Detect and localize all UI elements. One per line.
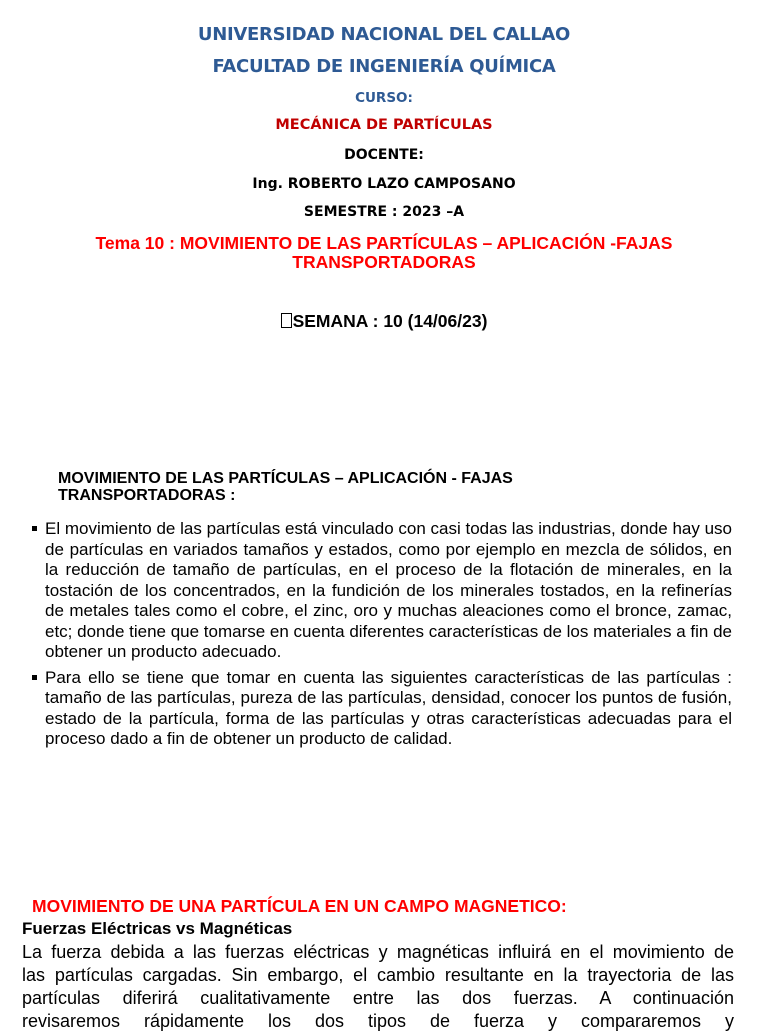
topic-title — [40, 234, 728, 272]
semester-label: SEMESTRE : 2023 –A — [303, 204, 465, 220]
bullet-list — [28, 519, 732, 755]
section-heading-line1: MOVIMIENTO DE LAS PARTÍCULAS – APLICACIÓN - FAJAS — [58, 470, 513, 487]
bullet-square-icon — [32, 675, 37, 680]
topic-title-line1: Tema 10 : MOVIMIENTO DE LAS PARTÍCULAS – APLICACIÓN -FAJAS — [95, 233, 673, 253]
bullet-text: El movimiento de las partículas está vinculado con casi todas las industrias, donde hay uso de partículas en variados tamaños y estados, como por ejemplo en mezcla de sólidos, en la reducción de tamaño de partículas, en el proceso de la flotación de minerales, en la tostación de los concentrados, en la fundición de los minerales tostados, en la refinerías de metales tales como el cobre, el zinc, oro y muchas aleaciones como el bronce, zamac, etc; donde tiene que tomarse en cuenta diferentes características de los materiales a fin de obtener un producto adecuado. — [45, 519, 733, 661]
paragraph-line: La fuerza debida a las fuerzas eléctricas y magnéticas influirá en el movimiento de — [22, 942, 734, 962]
faculty-title: FACULTAD DE INGENIERÍA QUÍMICA — [212, 56, 556, 77]
teacher-label: DOCENTE: — [344, 147, 424, 163]
course-label: CURSO: — [355, 90, 413, 106]
topic-title-line2: TRANSPORTADORAS — [292, 252, 476, 272]
week-text: SEMANA : 10 (14/06/23) — [292, 311, 488, 331]
list-item — [28, 519, 732, 663]
bullet-text: Para ello se tiene que tomar en cuenta las siguientes características de las partículas : tamaño de las partículas, pureza de las partículas, densidad, conocer los puntos de fusión, estado de la partícula, forma de las partículas y otras características adecuadas para el proceso dado a fin de obtener un producto de calidad. — [45, 667, 732, 748]
magnetic-field-heading: MOVIMIENTO DE UNA PARTÍCULA EN UN CAMPO MAGNETICO: — [32, 896, 567, 916]
section-heading-line2: TRANSPORTADORAS : — [58, 487, 236, 504]
paragraph-line: revisaremos rápidamente los dos tipos de fuerza y compararemos y — [22, 1011, 734, 1031]
list-item — [28, 668, 732, 750]
course-name: MECÁNICA DE PARTÍCULAS — [275, 117, 493, 133]
bullet-square-icon — [32, 526, 37, 531]
checkbox-glyph-icon — [281, 313, 292, 328]
section-heading — [58, 470, 678, 504]
paragraph-line: las partículas cargadas. Sin embargo, el cambio resultante en la trayectoria de las — [22, 965, 734, 985]
teacher-name: Ing. ROBERTO LAZO CAMPOSANO — [252, 176, 516, 192]
week-label — [0, 311, 768, 332]
forces-subheading: Fuerzas Eléctricas vs Magnéticas — [22, 919, 293, 938]
paragraph-line: partículas diferirá cualitativamente entre las dos fuerzas. A continuación — [22, 988, 734, 1008]
magnetic-paragraph — [22, 941, 734, 1033]
university-title: UNIVERSIDAD NACIONAL DEL CALLAO — [197, 24, 571, 45]
